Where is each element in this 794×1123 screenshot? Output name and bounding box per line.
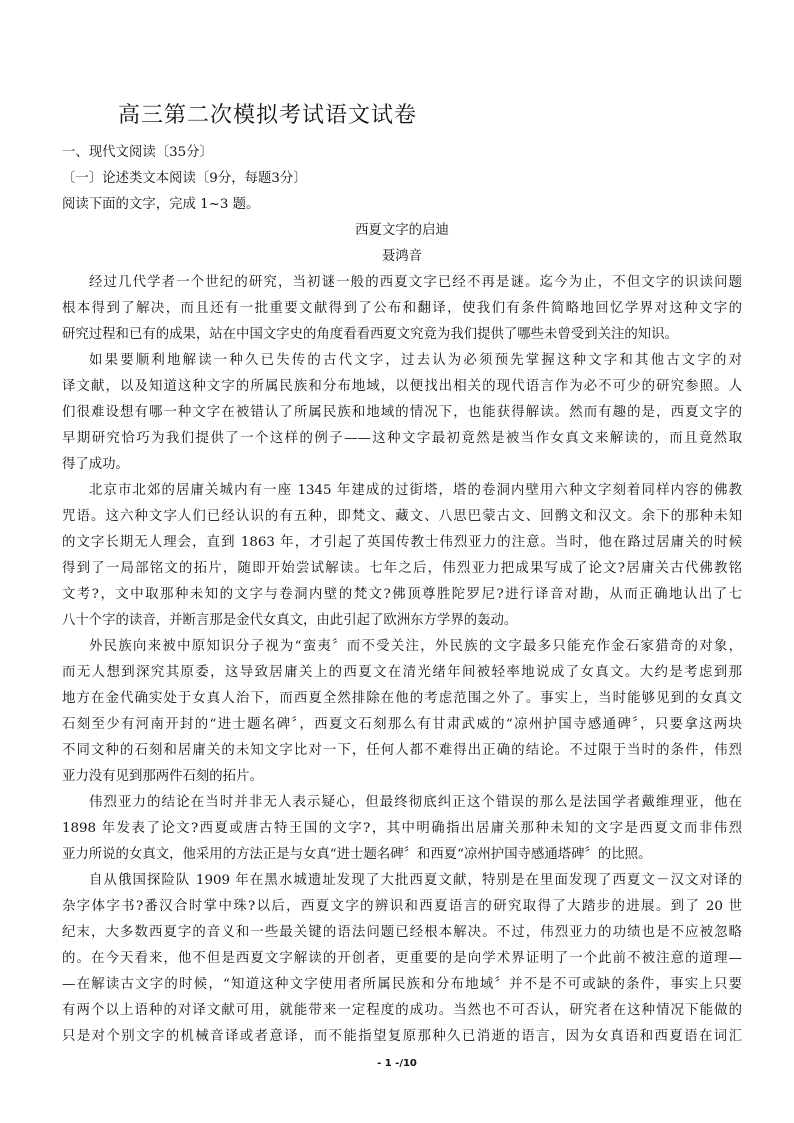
paragraph-line: 译文献，以及知道这种文字的所属民族和分布地域，以便找出相关的现代语言作为必不可少的研究参照。人	[62, 379, 742, 394]
section-heading: 一、现代文阅读〔35分〕	[62, 145, 213, 160]
paragraph-line: 早期研究恰巧为我们提供了一个这样的例子——这种文字最初竟然是被当作女真文来解读的，而且竟然取	[62, 431, 742, 446]
article-author: 聂鸿音	[381, 249, 423, 264]
paragraph-line: 纪末，大多数西夏字的音义和一些最关键的语法问题已经根本解决。不过，伟烈亚力的功绩也是不应被忽略	[62, 925, 742, 940]
paragraph-line: 不同文种的石刻和居庸关的未知文字比对一下，任何人都不难得出正确的结论。不过限于当时的条件，伟烈	[62, 743, 742, 758]
article-paragraph-1	[62, 270, 742, 348]
paragraph-line: 的。在今天看来，他不但是西夏文字解读的开创者，更重要的是向学术界证明了一个此前不被注意的道理—	[62, 951, 742, 966]
paragraph-line: 而无人想到深究其原委，这导致居庸关上的西夏文在清光绪年间被轻率地说成了女真文。大约是考虑到那	[62, 665, 742, 680]
subsection-heading: 〔一〕论述类文本阅读〔9分，每题3分〕	[62, 171, 307, 186]
paragraph-line: —在解读古文字的时候，“知道这种文字使用者所属民族和分布地域〞并不是不可或缺的条件，事实上只要	[62, 977, 742, 992]
paragraph-line: 根本得到了解决，而且还有一批重要文献得到了公布和翻译，使我们有条件简略地回忆学界对这种文字的	[62, 301, 742, 316]
article-paragraph-6	[62, 868, 742, 1050]
paragraph-line: 外民族向来被中原知识分子视为“蛮夷〞而不受关注，外民族的文字最多只能充作金石家猎奇的对象，	[89, 639, 742, 654]
paragraph-line: 八十个字的读音，并断言那是金代女真文，由此引起了欧洲东方学界的轰动。	[62, 613, 518, 628]
paragraph-line: 研究过程和已有的成果，站在中国文字史的角度看看西夏文究竟为我们提供了哪些未曾受到关注的知识。	[62, 327, 678, 342]
reading-instruction: 阅读下面的文字，完成 1~3 题。	[62, 197, 260, 212]
article-paragraph-3	[62, 478, 742, 634]
paragraph-line: 有两个以上语种的对译文献可用，就能带来一定程度的成功。当然也不可否认，研究者在这种情况下能做的	[62, 1003, 742, 1018]
paragraph-line: 亚力没有见到那两件石刻的拓片。	[62, 769, 263, 784]
paragraph-line: 得了成功。	[62, 457, 129, 472]
article-paragraph-5	[62, 790, 742, 868]
paragraph-line: 伟烈亚力的结论在当时并非无人表示疑心，但最终彻底纠正这个错误的那么是法国学者戴维理亚，他在	[89, 795, 742, 810]
paragraph-line: 咒语。这六种文字人们已经认识的有五种，即梵文、藏文、八思巴蒙古文、回鹘文和汉文。余下的那种未知	[62, 509, 742, 524]
paragraph-line: 亚力所说的女真文，他采用的方法正是与女真“进士题名碑〞和西夏“凉州护国寺感通塔碑〞的比照。	[62, 847, 652, 862]
paragraph-line: 自从俄国探险队 1909 年在黑水城遗址发现了大批西夏文献，特别是在里面发现了西夏文－汉文对译的	[89, 873, 742, 888]
paragraph-line: 得到了一局部铭文的拓片，随即开始尝试解读。七年之后，伟烈亚力把成果写成了论文?居庸关古代佛教铭	[62, 561, 742, 576]
document-body	[62, 140, 742, 1050]
paragraph-line: 1898 年发表了论文?西夏或唐古特王国的文字?，其中明确指出居庸关那种未知的文字是西夏文而非伟烈	[62, 821, 742, 836]
paragraph-line: 的文字长期无人理会，直到 1863 年，才引起了英国传教士伟烈亚力的注意。当时，他在路过居庸关的时候	[62, 535, 742, 550]
paragraph-line: 文考?，文中取那种未知的文字与卷洞内壁的梵文?佛顶尊胜陀罗尼?进行译音对勘，从而正确地认出了七	[62, 587, 742, 602]
paragraph-line: 地方在金代确实处于女真人治下，而西夏全然排除在他的考虑范围之外了。事实上，当时能够见到的女真文	[62, 691, 742, 706]
article-paragraph-4	[62, 634, 742, 790]
paragraph-line: 如果要顺利地解读一种久已失传的古代文字，过去认为必须预先掌握这种文字和其他古文字的对	[89, 353, 742, 368]
article-paragraph-2	[62, 348, 742, 478]
page-number: - 1 -/10	[377, 1058, 417, 1069]
paragraph-line: 杂字体字书?番汉合时掌中珠?以后，西夏文字的辨识和西夏语言的研究取得了大踏步的进展。到了 20 世	[62, 899, 742, 914]
paragraph-line: 只是对个别文字的机械音译或者意译，而不能指望复原那种久已消逝的语言，因为女真语和西夏语在词汇	[62, 1029, 742, 1044]
document-title: 高三第二次模拟考试语文试卷	[118, 103, 418, 128]
paragraph-line: 石刻至少有河南开封的“进士题名碑〞，西夏文石刻那么有甘肃武威的“凉州护国寺感通碑〞，只要拿这两块	[62, 717, 742, 732]
article-title: 西夏文字的启迪	[355, 223, 449, 238]
paragraph-line: 经过几代学者一个世纪的研究，当初谜一般的西夏文字已经不再是谜。迄今为止，不但文字的识读问题	[89, 275, 742, 290]
paragraph-line: 们很难设想有哪一种文字在被错认了所属民族和地域的情况下，也能获得解读。然而有趣的是，西夏文字的	[62, 405, 742, 420]
paragraph-line: 北京市北郊的居庸关城内有一座 1345 年建成的过街塔，塔的卷洞内壁用六种文字刻着同样内容的佛教	[89, 483, 742, 498]
